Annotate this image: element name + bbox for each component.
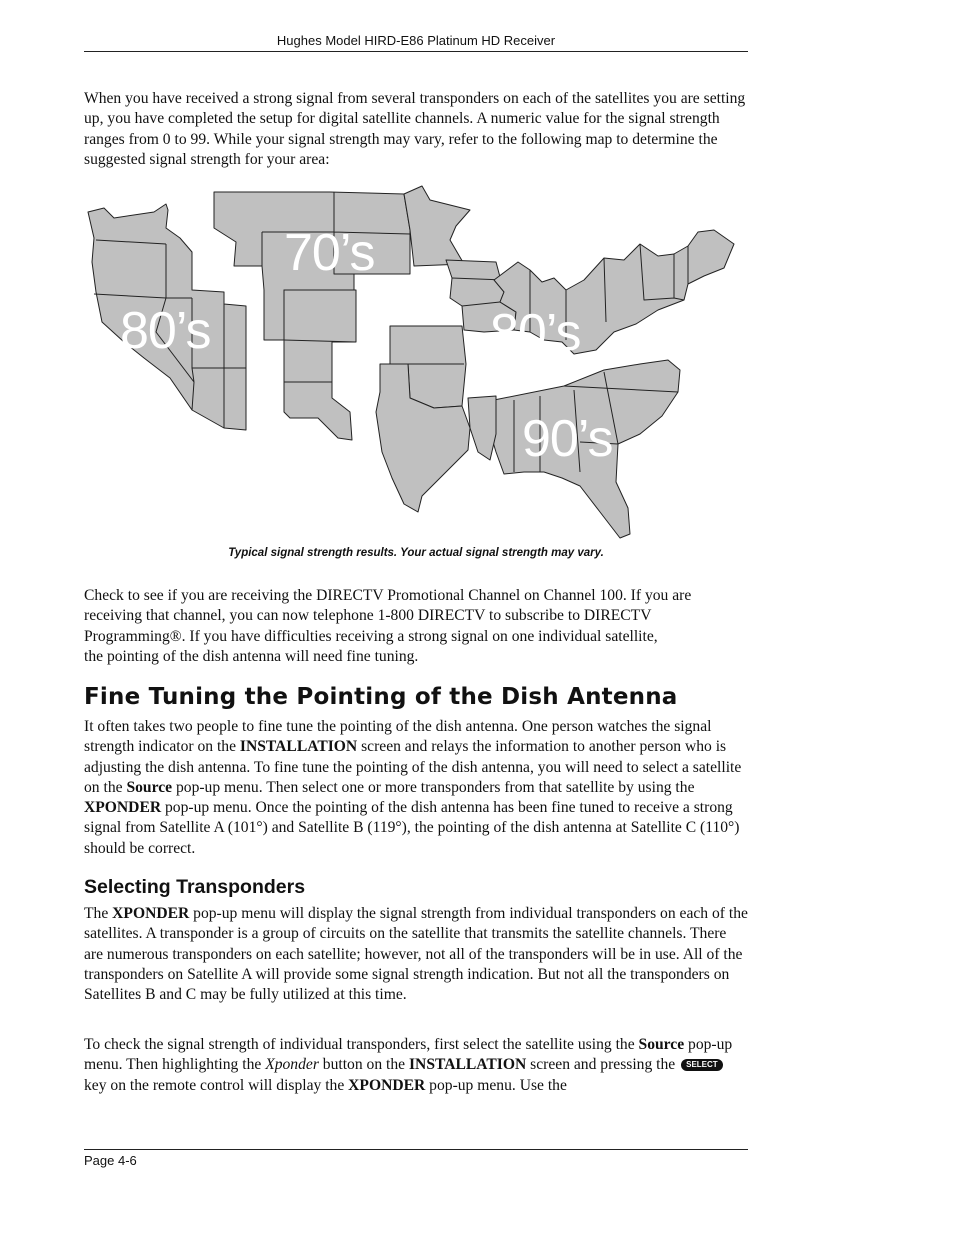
map-label-90s: 90’s [522,410,613,468]
xponder-term: XPONDER [84,799,162,817]
us-map-figure [84,182,748,548]
check-line-3: Programming®. If you have difficulties receiving a strong signal on one individual satellite, [84,627,658,645]
text-run: pop-up menu. Then highlighting the [84,1036,733,1074]
text-run: To check the signal strength of individual transponders, first select the satellite using the [84,1036,639,1053]
text-run: pop-up menu will display the signal strength from individual transponders on each of the satellites. A transponder is a group of circuits on the satellite that transmits the satellite channels. There are numerous transponders on each satellite; however, not all of the transponders will be in use. All of the transponders on Satellite A will provide some signal strength indication. But not all the transponders on Satellites B and C may be fully utilized at this time. [84,905,748,1004]
xponder-button-term: Xponder [265,1056,319,1074]
source-term: Source [638,1036,685,1053]
map-state-mn [404,186,470,266]
subsection-paragraph-2 [84,1035,748,1096]
map-label-70s: 70’s [284,224,375,282]
check-line-2: receiving that channel, you can now telephone 1-800 DIRECTV to subscribe to DIRECTV [84,607,652,625]
map-region-arkansas-louisiana [468,396,496,460]
installation-term: INSTALLATION [239,738,358,756]
intro-paragraph: When you have received a strong signal from several transponders on each of the satellites you are setting up, you have completed the setup for digital satellite channels. A numeric value for the signal strength ranges from 0 to 99. While your signal strength may vary, refer to the following map to determine the suggested signal strength for your area: [84,90,746,168]
section-paragraph [84,717,748,859]
text-run: It often takes two people to fine tune the pointing of the dish antenna. One person watches the signal strength indicator on the [84,718,712,756]
signal-strength-map [84,182,748,548]
check-line-1: Check to see if you are receiving the DIRECTV Promotional Channel on Channel 100. If you are [84,587,692,604]
xponder-term: XPONDER [348,1076,426,1094]
page-number: Page 4-6 [84,1153,137,1168]
text-run: screen and pressing the [526,1056,680,1074]
map-caption: Typical signal strength results. Your actual signal strength may vary. [228,547,604,559]
map-label-80s-west: 80’s [120,302,211,360]
text-run: pop-up menu. Then select one or more transponders from that satellite by using the [172,778,695,796]
text-run: The [84,905,113,922]
map-region-southwest [284,290,356,440]
check-paragraph [84,586,748,667]
select-key-icon: SELECT [681,1059,723,1071]
text-run: key on the remote control will display the [84,1076,349,1094]
subsection-heading: Selecting Transponders [84,876,306,898]
text-run: button on the [318,1056,409,1074]
text-run: pop-up menu. Use the [425,1076,567,1094]
installation-term: INSTALLATION [408,1056,527,1074]
footer-rule [84,1149,748,1150]
running-header: Hughes Model HIRD-E86 Platinum HD Receiver [276,33,556,48]
source-term: Source [126,778,173,796]
text-run: pop-up menu. Once the pointing of the dish antenna has been fine tuned to receive a strong signal from Satellite A (101°) and Satellite B (119°), the pointing of the dish antenna at Satellite C (110°) should be correct. [84,799,740,857]
header-rule [84,51,748,52]
section-heading: Fine Tuning the Pointing of the Dish Antenna [84,684,678,710]
check-line-4: the pointing of the dish antenna will need fine tuning. [84,647,419,665]
map-label-80s-east: 80’s [490,304,581,362]
xponder-term: XPONDER [112,905,190,922]
text-run: screen and relays the information to another person who is adjusting the dish antenna. To fine tune the pointing of the dish antenna, you will need to select a satellite on the [84,738,742,796]
subsection-paragraph-1 [84,904,748,1005]
